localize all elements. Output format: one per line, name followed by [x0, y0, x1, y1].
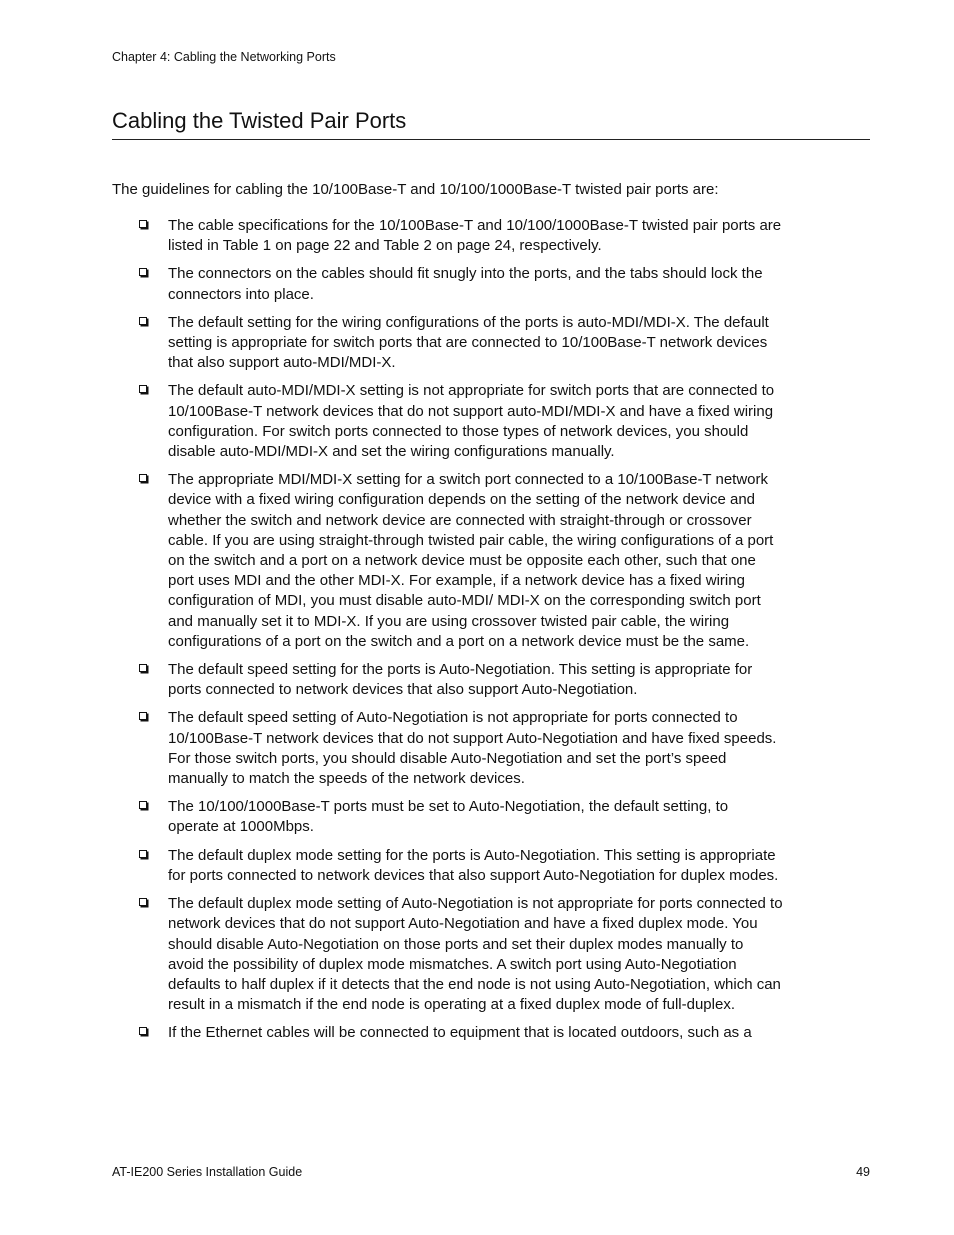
- checkbox-bullet-icon: [139, 268, 147, 276]
- list-item-text: The default duplex mode setting of Auto-Negotiation is not appropriate for ports connected to network devices that do not support Auto-Negotiation and have a fixed duplex mode. You should disable Auto-Negotiation on those ports and set their duplex modes manually to avoid the possibility of duplex mode mismatches. A switch port using Auto-Negotiation defaults to half duplex if it detects that the end node is not using Auto-Negotiation, which can result in a mismatch if the end node is operating at a fixed duplex mode of full-duplex.: [168, 895, 783, 1014]
- intro-paragraph: The guidelines for cabling the 10/100Base-T and 10/100/1000Base-T twisted pair ports are:: [112, 181, 719, 198]
- checkbox-bullet-icon: [139, 712, 147, 720]
- list-item-text: The cable specifications for the 10/100Base-T and 10/100/1000Base-T twisted pair ports are listed in Table 1 on page 22 and Table 2 on page 24, respectively.: [168, 217, 782, 255]
- checkbox-bullet-icon: [139, 801, 147, 809]
- list-item-text: The default setting for the wiring configurations of the ports is auto-MDI/MDI-X. The default setting is appropriate for switch ports that are connected to 10/100Base-T network devices that also support auto-MDI/MDI-X.: [168, 313, 769, 372]
- section-title: Cabling the Twisted Pair Ports: [112, 107, 870, 140]
- list-item-text: The 10/100/1000Base-T ports must be set to Auto-Negotiation, the default setting, to operate at 1000Mbps.: [168, 798, 729, 836]
- list-item: [138, 797, 783, 837]
- checkbox-bullet-icon: [139, 220, 147, 228]
- list-item-text: The appropriate MDI/MDI-X setting for a switch port connected to a 10/100Base-T network device with a fixed wiring configuration depends on the setting of the network device and whether the switch and network device are connected with straight-through or crossover cable. If you are using straight-through twisted pair cable, the wiring configurations of a port on the switch and a port on a network device must be opposite each other, such that one port uses MDI and the other MDI-X. For example, if a network device has a fixed wiring configuration of MDI, you must disable auto-MDI/ MDI-X on the corresponding switch port and manually set it to MDI-X. If you are using crossover twisted pair cable, the wiring configurations of a port on the switch and a port on a network device must be the same.: [168, 471, 774, 650]
- checkbox-bullet-icon: [139, 317, 147, 325]
- footer-page-number: 49: [856, 1165, 870, 1179]
- list-item: [138, 381, 783, 462]
- list-item-text: The default duplex mode setting for the ports is Auto-Negotiation. This setting is appropriate for ports connected to network devices that also support Auto-Negotiation for duplex modes.: [168, 846, 779, 884]
- list-item: [138, 264, 783, 304]
- list-item: [138, 894, 783, 1015]
- checkbox-bullet-icon: [139, 385, 147, 393]
- checkbox-bullet-icon: [139, 474, 147, 482]
- list-item-text: The default speed setting for the ports is Auto-Negotiation. This setting is appropriate for ports connected to network devices that also support Auto-Negotiation.: [168, 661, 753, 699]
- list-item: [138, 216, 783, 256]
- checkbox-bullet-icon: [139, 1027, 147, 1035]
- list-item-text: If the Ethernet cables will be connected to equipment that is located outdoors, such as a: [168, 1024, 752, 1042]
- list-item: [138, 846, 783, 886]
- list-item-text: The default auto-MDI/MDI-X setting is not appropriate for switch ports that are connected to 10/100Base-T network devices that do not support auto-MDI/MDI-X and have a fixed wiring configuration. For switch ports connected to those types of network devices, you should disable auto-MDI/MDI-X and set the wiring configurations manually.: [168, 382, 775, 461]
- list-item: [138, 313, 783, 374]
- list-item-text: The default speed setting of Auto-Negotiation is not appropriate for ports connected to 10/100Base-T network devices that do not support Auto-Negotiation and have fixed speeds. For those switch ports, you should disable Auto-Negotiation and set the port’s speed manually to match the speeds of the network devices.: [168, 709, 777, 788]
- list-item: [138, 660, 783, 700]
- guidelines-list: [138, 216, 783, 1052]
- list-item: [138, 708, 783, 789]
- list-item: [138, 1023, 783, 1043]
- footer-guide-title: AT-IE200 Series Installation Guide: [112, 1165, 303, 1179]
- list-item: [138, 470, 783, 652]
- checkbox-bullet-icon: [139, 898, 147, 906]
- running-header: Chapter 4: Cabling the Networking Ports: [112, 50, 336, 64]
- checkbox-bullet-icon: [139, 664, 147, 672]
- checkbox-bullet-icon: [139, 850, 147, 858]
- list-item-text: The connectors on the cables should fit snugly into the ports, and the tabs should lock the connectors into place.: [168, 265, 763, 303]
